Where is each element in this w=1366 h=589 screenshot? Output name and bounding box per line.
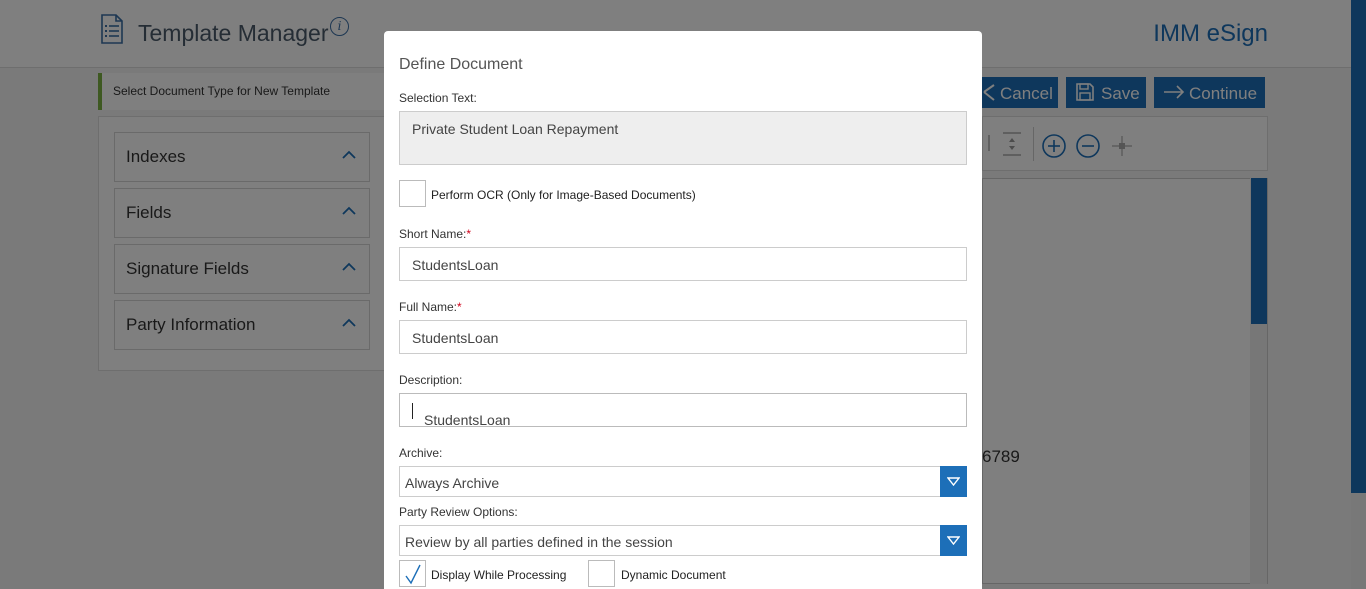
ocr-checkbox[interactable] bbox=[399, 180, 426, 207]
text-cursor bbox=[412, 403, 413, 419]
display-while-processing-label: Display While Processing bbox=[431, 568, 567, 582]
full-name-value: StudentsLoan bbox=[412, 330, 499, 346]
description-input[interactable] bbox=[399, 393, 967, 427]
full-name-label: Full Name:* bbox=[399, 300, 462, 314]
archive-selected-value: Always Archive bbox=[405, 475, 500, 491]
short-name-value: StudentsLoan bbox=[412, 257, 499, 273]
archive-dropdown-button[interactable] bbox=[940, 466, 967, 497]
full-name-input[interactable] bbox=[399, 320, 967, 354]
selection-text-label: Selection Text: bbox=[399, 91, 477, 105]
archive-label: Archive: bbox=[399, 446, 443, 460]
triangle-down-icon bbox=[947, 536, 960, 545]
required-asterisk: * bbox=[466, 227, 472, 241]
party-review-label: Party Review Options: bbox=[399, 505, 518, 519]
required-asterisk: * bbox=[457, 300, 462, 314]
checkmark-icon bbox=[404, 563, 422, 585]
short-name-label: Short Name:* bbox=[399, 227, 472, 241]
display-while-processing-checkbox[interactable] bbox=[399, 560, 426, 587]
dynamic-document-checkbox[interactable] bbox=[588, 560, 615, 587]
define-document-dialog bbox=[384, 31, 982, 589]
description-value-wrap bbox=[412, 403, 511, 428]
ocr-checkbox-label: Perform OCR (Only for Image-Based Documents) bbox=[431, 188, 696, 202]
selection-text-value: Private Student Loan Repayment bbox=[412, 121, 619, 137]
selection-text-field bbox=[399, 111, 967, 165]
triangle-down-icon bbox=[947, 477, 960, 486]
party-review-select[interactable] bbox=[399, 525, 967, 556]
archive-select[interactable] bbox=[399, 466, 967, 497]
dynamic-document-label: Dynamic Document bbox=[621, 568, 726, 582]
party-review-dropdown-button[interactable] bbox=[940, 525, 967, 556]
dialog-title: Define Document bbox=[399, 56, 523, 73]
party-review-selected-value: Review by all parties defined in the session bbox=[405, 534, 673, 550]
short-name-input[interactable] bbox=[399, 247, 967, 281]
description-label: Description: bbox=[399, 373, 463, 387]
description-value: StudentsLoan bbox=[424, 412, 511, 428]
